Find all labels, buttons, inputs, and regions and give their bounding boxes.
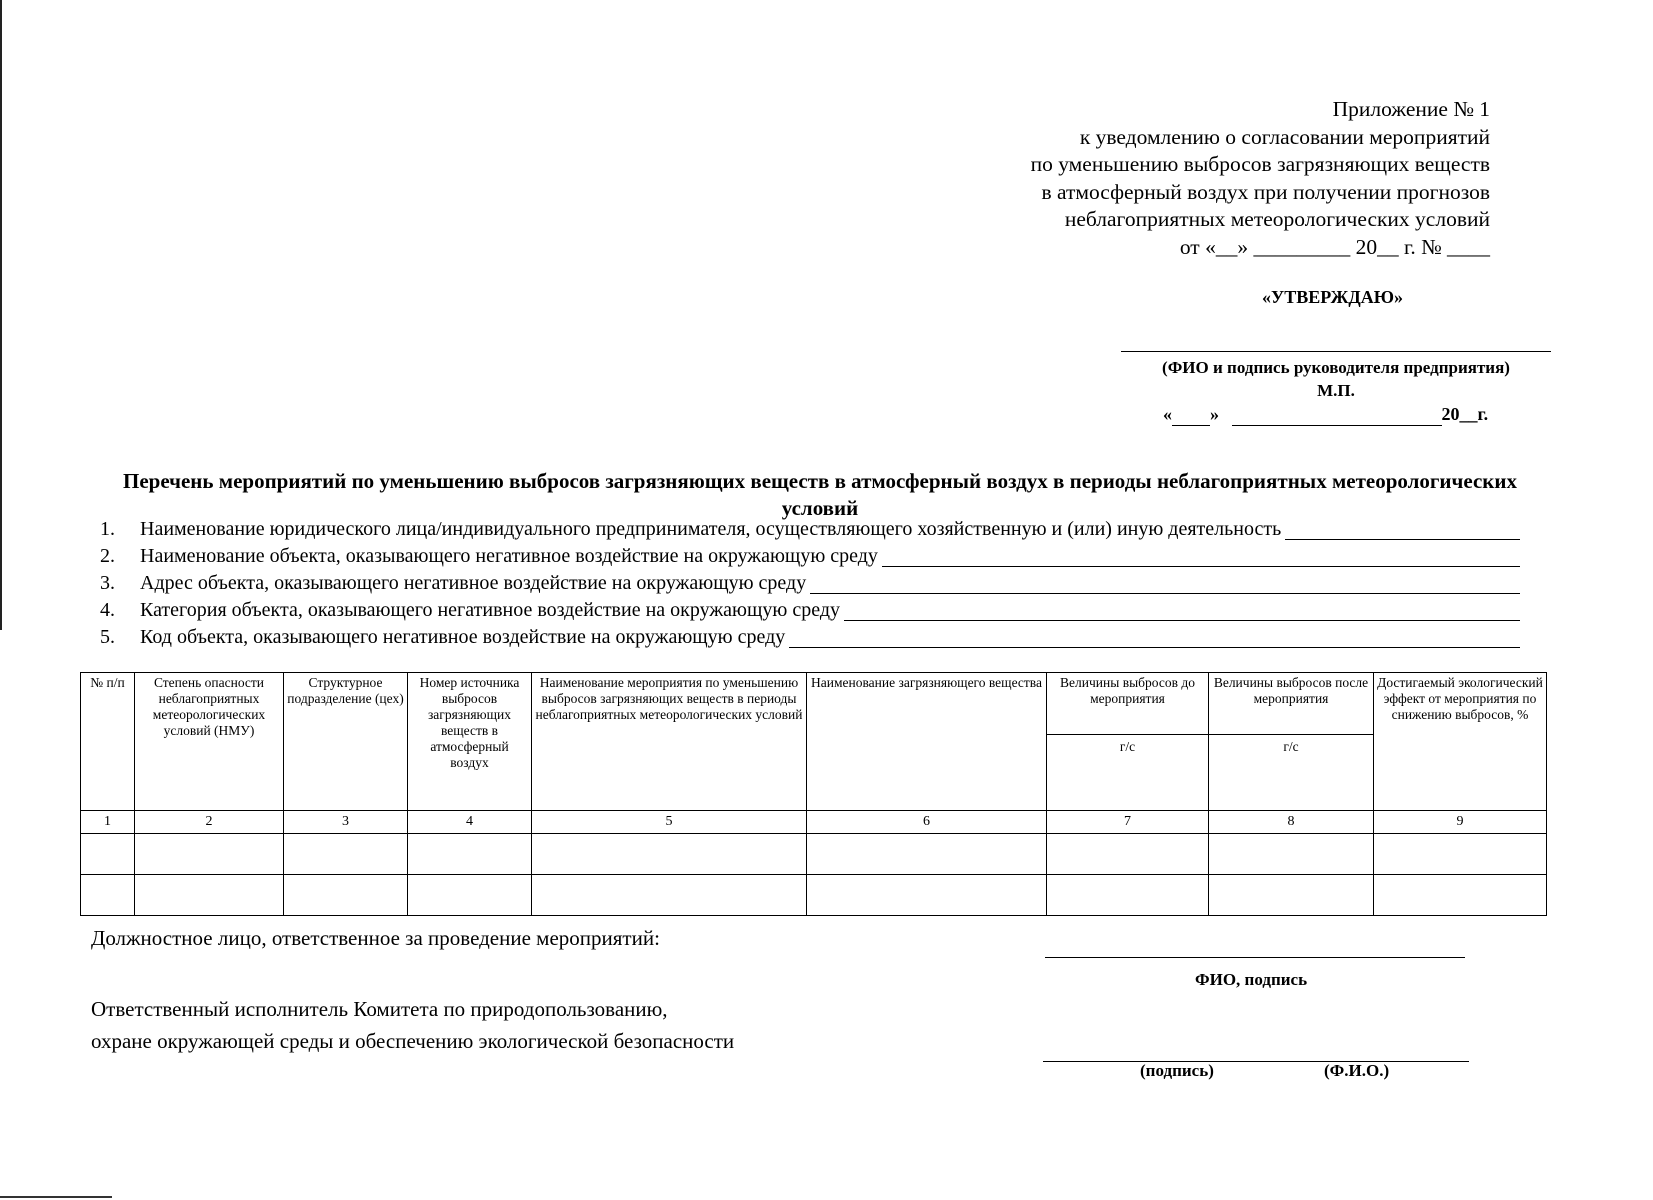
- unit-cell: г/с: [1047, 735, 1209, 811]
- table-cell[interactable]: [532, 834, 807, 875]
- column-number: 1: [81, 811, 135, 834]
- header-cell: Достигаемый экологический эффект от мероприятия по снижению выбросов, %: [1374, 673, 1547, 811]
- date-close-quote: »: [1210, 404, 1219, 424]
- appendix-line: по уменьшению выбросов загрязняющих веществ: [1030, 152, 1490, 176]
- table-cell[interactable]: [81, 834, 135, 875]
- fill-in-line[interactable]: [789, 646, 1520, 648]
- item-number: 5.: [100, 626, 115, 648]
- header-cell: Структурное подразделение (цех): [284, 673, 408, 811]
- list-item: [100, 599, 1520, 626]
- column-number: 3: [284, 811, 408, 834]
- object-info-list: [100, 518, 1520, 653]
- approval-date: [1163, 404, 1488, 426]
- item-text: Адрес объекта, оказывающего негативное воздействие на окружающую среду: [140, 572, 807, 594]
- appendix-line: в атмосферный воздух при получении прогнозов: [1041, 179, 1490, 204]
- fio-caption: (Ф.И.О.): [1324, 1061, 1390, 1080]
- scan-bottom-line: [0, 1196, 112, 1198]
- appendix-date-line: от «__» _________ 20__ г. № ____: [1179, 234, 1490, 259]
- header-cell: № п/п: [81, 673, 135, 811]
- executor-label: [91, 993, 734, 1057]
- item-text: Наименование объекта, оказывающего негативное воздействие на окружающую среду: [140, 545, 878, 567]
- column-number: 2: [135, 811, 284, 834]
- official-label: Должностное лицо, ответственное за проведение мероприятий:: [91, 926, 660, 950]
- measures-table: [80, 672, 1547, 916]
- table-cell[interactable]: [1374, 834, 1547, 875]
- item-number: 3.: [100, 572, 115, 594]
- header-cell: Величины выбросов до мероприятия: [1047, 673, 1209, 735]
- table-cell[interactable]: [284, 875, 408, 916]
- table-cell[interactable]: [135, 875, 284, 916]
- fill-in-line[interactable]: [810, 592, 1520, 594]
- stamp-label: М.П.: [1317, 381, 1355, 400]
- table-cell[interactable]: [408, 834, 532, 875]
- executor-line: охране окружающей среды и обеспечению экологической безопасности: [91, 1029, 735, 1053]
- list-item: [100, 545, 1520, 572]
- column-number: 8: [1209, 811, 1374, 834]
- executor-signature-line[interactable]: [1043, 1061, 1469, 1062]
- item-text: Наименование юридического лица/индивидуального предпринимателя, осуществляющего хозяйственную и (или) иную деятельность: [140, 518, 1282, 540]
- table-cell[interactable]: [81, 875, 135, 916]
- item-number: 1.: [100, 518, 115, 540]
- table-cell[interactable]: [807, 834, 1047, 875]
- table-cell[interactable]: [408, 875, 532, 916]
- appendix-line: Приложение № 1: [1332, 97, 1490, 121]
- date-open-quote: «: [1163, 404, 1172, 424]
- table-cell[interactable]: [1047, 875, 1209, 916]
- document-title: Перечень мероприятий по уменьшению выбросов загрязняющих веществ в атмосферный воздух в периоды неблагоприятных метеорологических условий: [123, 469, 1517, 520]
- column-number: 4: [408, 811, 532, 834]
- month-blank: [1232, 404, 1442, 426]
- table-cell[interactable]: [1209, 834, 1374, 875]
- date-year: 20__г.: [1441, 404, 1489, 424]
- item-text: Категория объекта, оказывающего негативное воздействие на окружающую среду: [140, 599, 840, 621]
- signature-caption-text: (ФИО и подпись руководителя предприятия): [1162, 358, 1510, 377]
- signature-caption: (подпись): [1140, 1061, 1214, 1080]
- column-number: 6: [807, 811, 1047, 834]
- fill-in-line[interactable]: [844, 619, 1520, 621]
- director-signature-caption: [1118, 356, 1554, 402]
- fill-in-line[interactable]: [1285, 538, 1520, 540]
- header-cell: Наименование мероприятия по уменьшению выбросов загрязняющих веществ в периоды неблагоприятных метеорологических условий: [532, 673, 807, 811]
- item-number: 4.: [100, 599, 115, 621]
- header-cell: Величины выбросов после мероприятия: [1209, 673, 1374, 735]
- column-number: 7: [1047, 811, 1209, 834]
- column-number: 9: [1374, 811, 1547, 834]
- appendix-line: к уведомлению о согласовании мероприятий: [1079, 124, 1490, 149]
- table-row: [81, 875, 1547, 916]
- approval-title: «УТВЕРЖДАЮ»: [1262, 287, 1404, 307]
- item-number: 2.: [100, 545, 115, 567]
- list-item: [100, 626, 1520, 653]
- scan-edge-line: [0, 0, 2, 630]
- table-cell[interactable]: [532, 875, 807, 916]
- header-cell: Степень опасности неблагоприятных метеорологических условий (НМУ): [135, 673, 284, 811]
- day-blank: [1172, 404, 1210, 426]
- table-cell[interactable]: [1047, 834, 1209, 875]
- appendix-line: неблагоприятных метеорологических условий: [1064, 207, 1490, 231]
- list-item: [100, 572, 1520, 599]
- appendix-header: [1031, 96, 1490, 261]
- header-cell: Наименование загрязняющего вещества: [807, 673, 1047, 811]
- official-signature-line[interactable]: [1045, 957, 1465, 958]
- table-cell[interactable]: [807, 875, 1047, 916]
- item-text: Код объекта, оказывающего негативное воздействие на окружающую среду: [140, 626, 786, 648]
- director-signature-line: [1121, 351, 1551, 352]
- table-row: [81, 834, 1547, 875]
- table-cell[interactable]: [284, 834, 408, 875]
- header-cell: Номер источника выбросов загрязняющих веществ в атмосферный воздух: [408, 673, 532, 811]
- table-cell[interactable]: [1209, 875, 1374, 916]
- list-item: [100, 518, 1520, 545]
- table-cell[interactable]: [135, 834, 284, 875]
- fill-in-line[interactable]: [882, 565, 1520, 567]
- column-number: 5: [532, 811, 807, 834]
- unit-cell: г/с: [1209, 735, 1374, 811]
- official-fio-caption: ФИО, подпись: [1195, 970, 1308, 989]
- table-cell[interactable]: [1374, 875, 1547, 916]
- executor-line: Ответственный исполнитель Комитета по природопользованию,: [91, 997, 668, 1021]
